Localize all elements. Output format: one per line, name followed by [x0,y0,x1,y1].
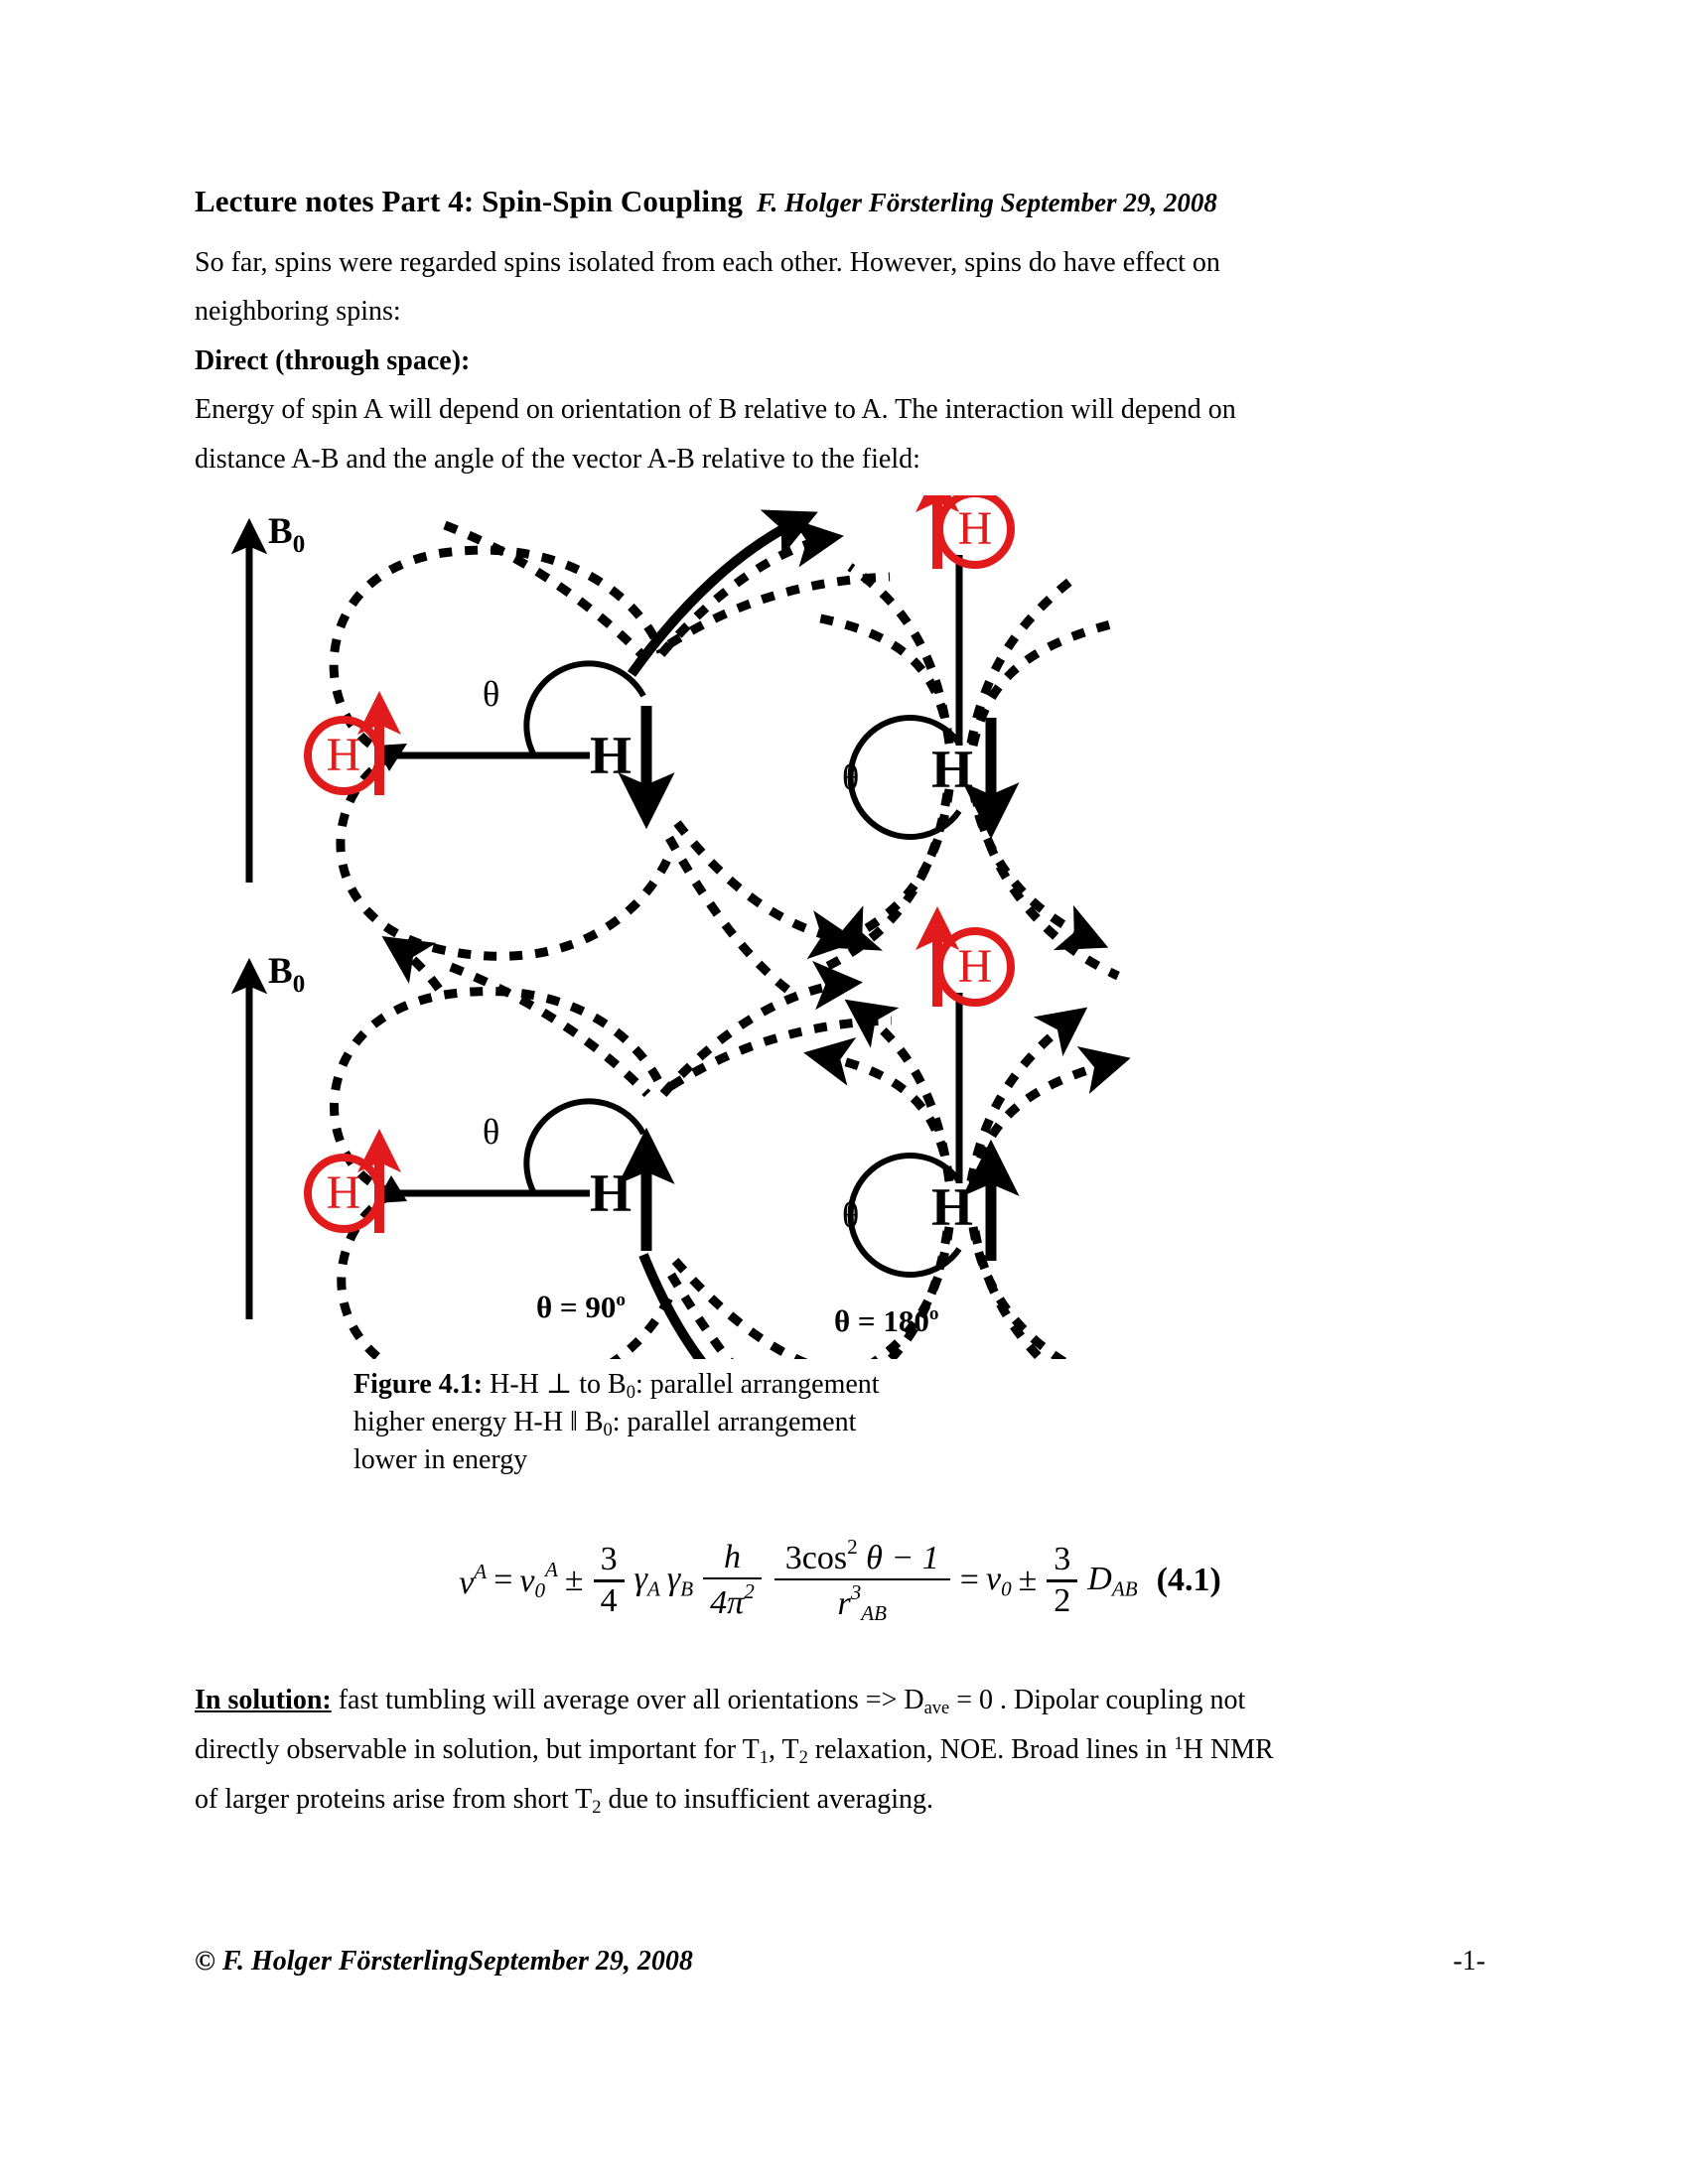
section-line-2: distance A-B and the angle of the vector A-B relative to the field: [195,443,920,475]
intro-line-1: So far, spins were regarded spins isolated from each other. However, spins do have effect on [195,247,1220,279]
spin-a-red-top-left [308,702,379,795]
panel-theta-180-top [810,495,1118,976]
svg-text:H: H [590,725,633,785]
solution-line-3: of larger proteins arise from short $T_2$ due to insufficient averaging. [195,1784,934,1818]
document-content [195,185,1485,1827]
equation-number: (4.1) [1156,1562,1221,1599]
figure-caption [353,1367,1128,1477]
page-title [195,185,1485,218]
b0-axis-bottom-left [249,951,305,1319]
b0-label-top-left: $B_0$ [268,510,306,558]
section-line-1: Energy of spin A will depend on orientation of B relative to A. The interaction will depend on [195,394,1236,426]
section-heading-direct: Direct (through space): [195,344,471,376]
svg-text:H: H [590,1162,633,1223]
theta-label-bottom-left: θ [483,1111,500,1152]
equation-4-1 [195,1535,1485,1626]
b0-label-bottom-left: $B_0$ [268,950,306,998]
figure-4-1-svg [195,495,1485,1359]
b0-axis-top-left [249,511,305,883]
angle-label-180: $\theta = 180^o$ [834,1302,939,1338]
theta-label-bottom-right: θ [842,1194,860,1235]
svg-text:H: H [931,1176,974,1237]
theta-label-top-right: θ [842,756,860,797]
spin-a-red-bottom-right [937,917,1011,1007]
figure-caption-line-3: lower in energy [353,1443,528,1475]
solution-line-2: directly observable in solution, but important for $T_1$, $T_2$ relaxation, NOE. Broad lines in $^1$H NMR [195,1733,1274,1768]
figure-caption-line-1: Figure 4.1: H-H ⊥ to $B_0$: parallel arrangement [353,1368,880,1403]
svg-text:H: H [957,501,993,555]
angle-label-90: $\theta = 90^o$ [536,1289,626,1324]
spin-a-red-top-right [937,495,1011,569]
fraction-angular-term: $\frac{3\cos^2 \theta - 1}{r^3AB}$ [774,1535,950,1626]
theta-label-top-left: θ [483,673,500,714]
intro-line-2: neighboring spins: [195,296,401,328]
fraction-three-fourths: $\frac{3}{4}$ [594,1541,625,1620]
panel-theta-90-top [249,511,890,992]
fraction-three-halves: $\frac{3}{2}$ [1047,1541,1077,1620]
equation-4-1-expression: $\nu^A$ = $\nu 0^A$ ± $\frac{3}{4}$ γA γB $\frac{h}{4\pi^2}$ $\frac{3\cos^2 \theta - 1}{r^3AB}$ = ν0 ± $\frac{3}{2}$ DAB (4.1) [459,1535,1221,1626]
svg-text:H: H [931,739,974,799]
footer-copyright: © F. Holger FörsterlingSeptember 29, 2008 [195,1946,693,1977]
title-main-text: Lecture notes Part 4: Spin-Spin Coupling [195,184,744,218]
fraction-h-over-4pi2: $\frac{h}{4\pi^2}$ [703,1539,762,1623]
solution-line-1: In solution: fast tumbling will average over all orientations => $D_{ave} = 0$ . Dipolar coupling not [195,1685,1246,1718]
title-author-text: F. Holger Försterling September 29, 2008 [757,188,1217,217]
spin-b-black-bottom-left [590,1142,646,1251]
solution-lead: In solution: [195,1685,332,1716]
angle-labels-row [195,1290,1485,1341]
svg-text:H: H [326,728,361,781]
svg-text:H: H [326,1165,361,1219]
svg-text:H: H [957,939,993,993]
spin-a-red-bottom-left [308,1140,379,1233]
figure-caption-line-2: higher energy H-H ‖ $B_0$: parallel arrangement [353,1406,857,1439]
figure-4-1 [195,495,1485,1359]
page-footer [195,1946,1485,1978]
footer-page-number: -1- [1453,1946,1485,1977]
spin-b-black-top-left [590,706,646,815]
